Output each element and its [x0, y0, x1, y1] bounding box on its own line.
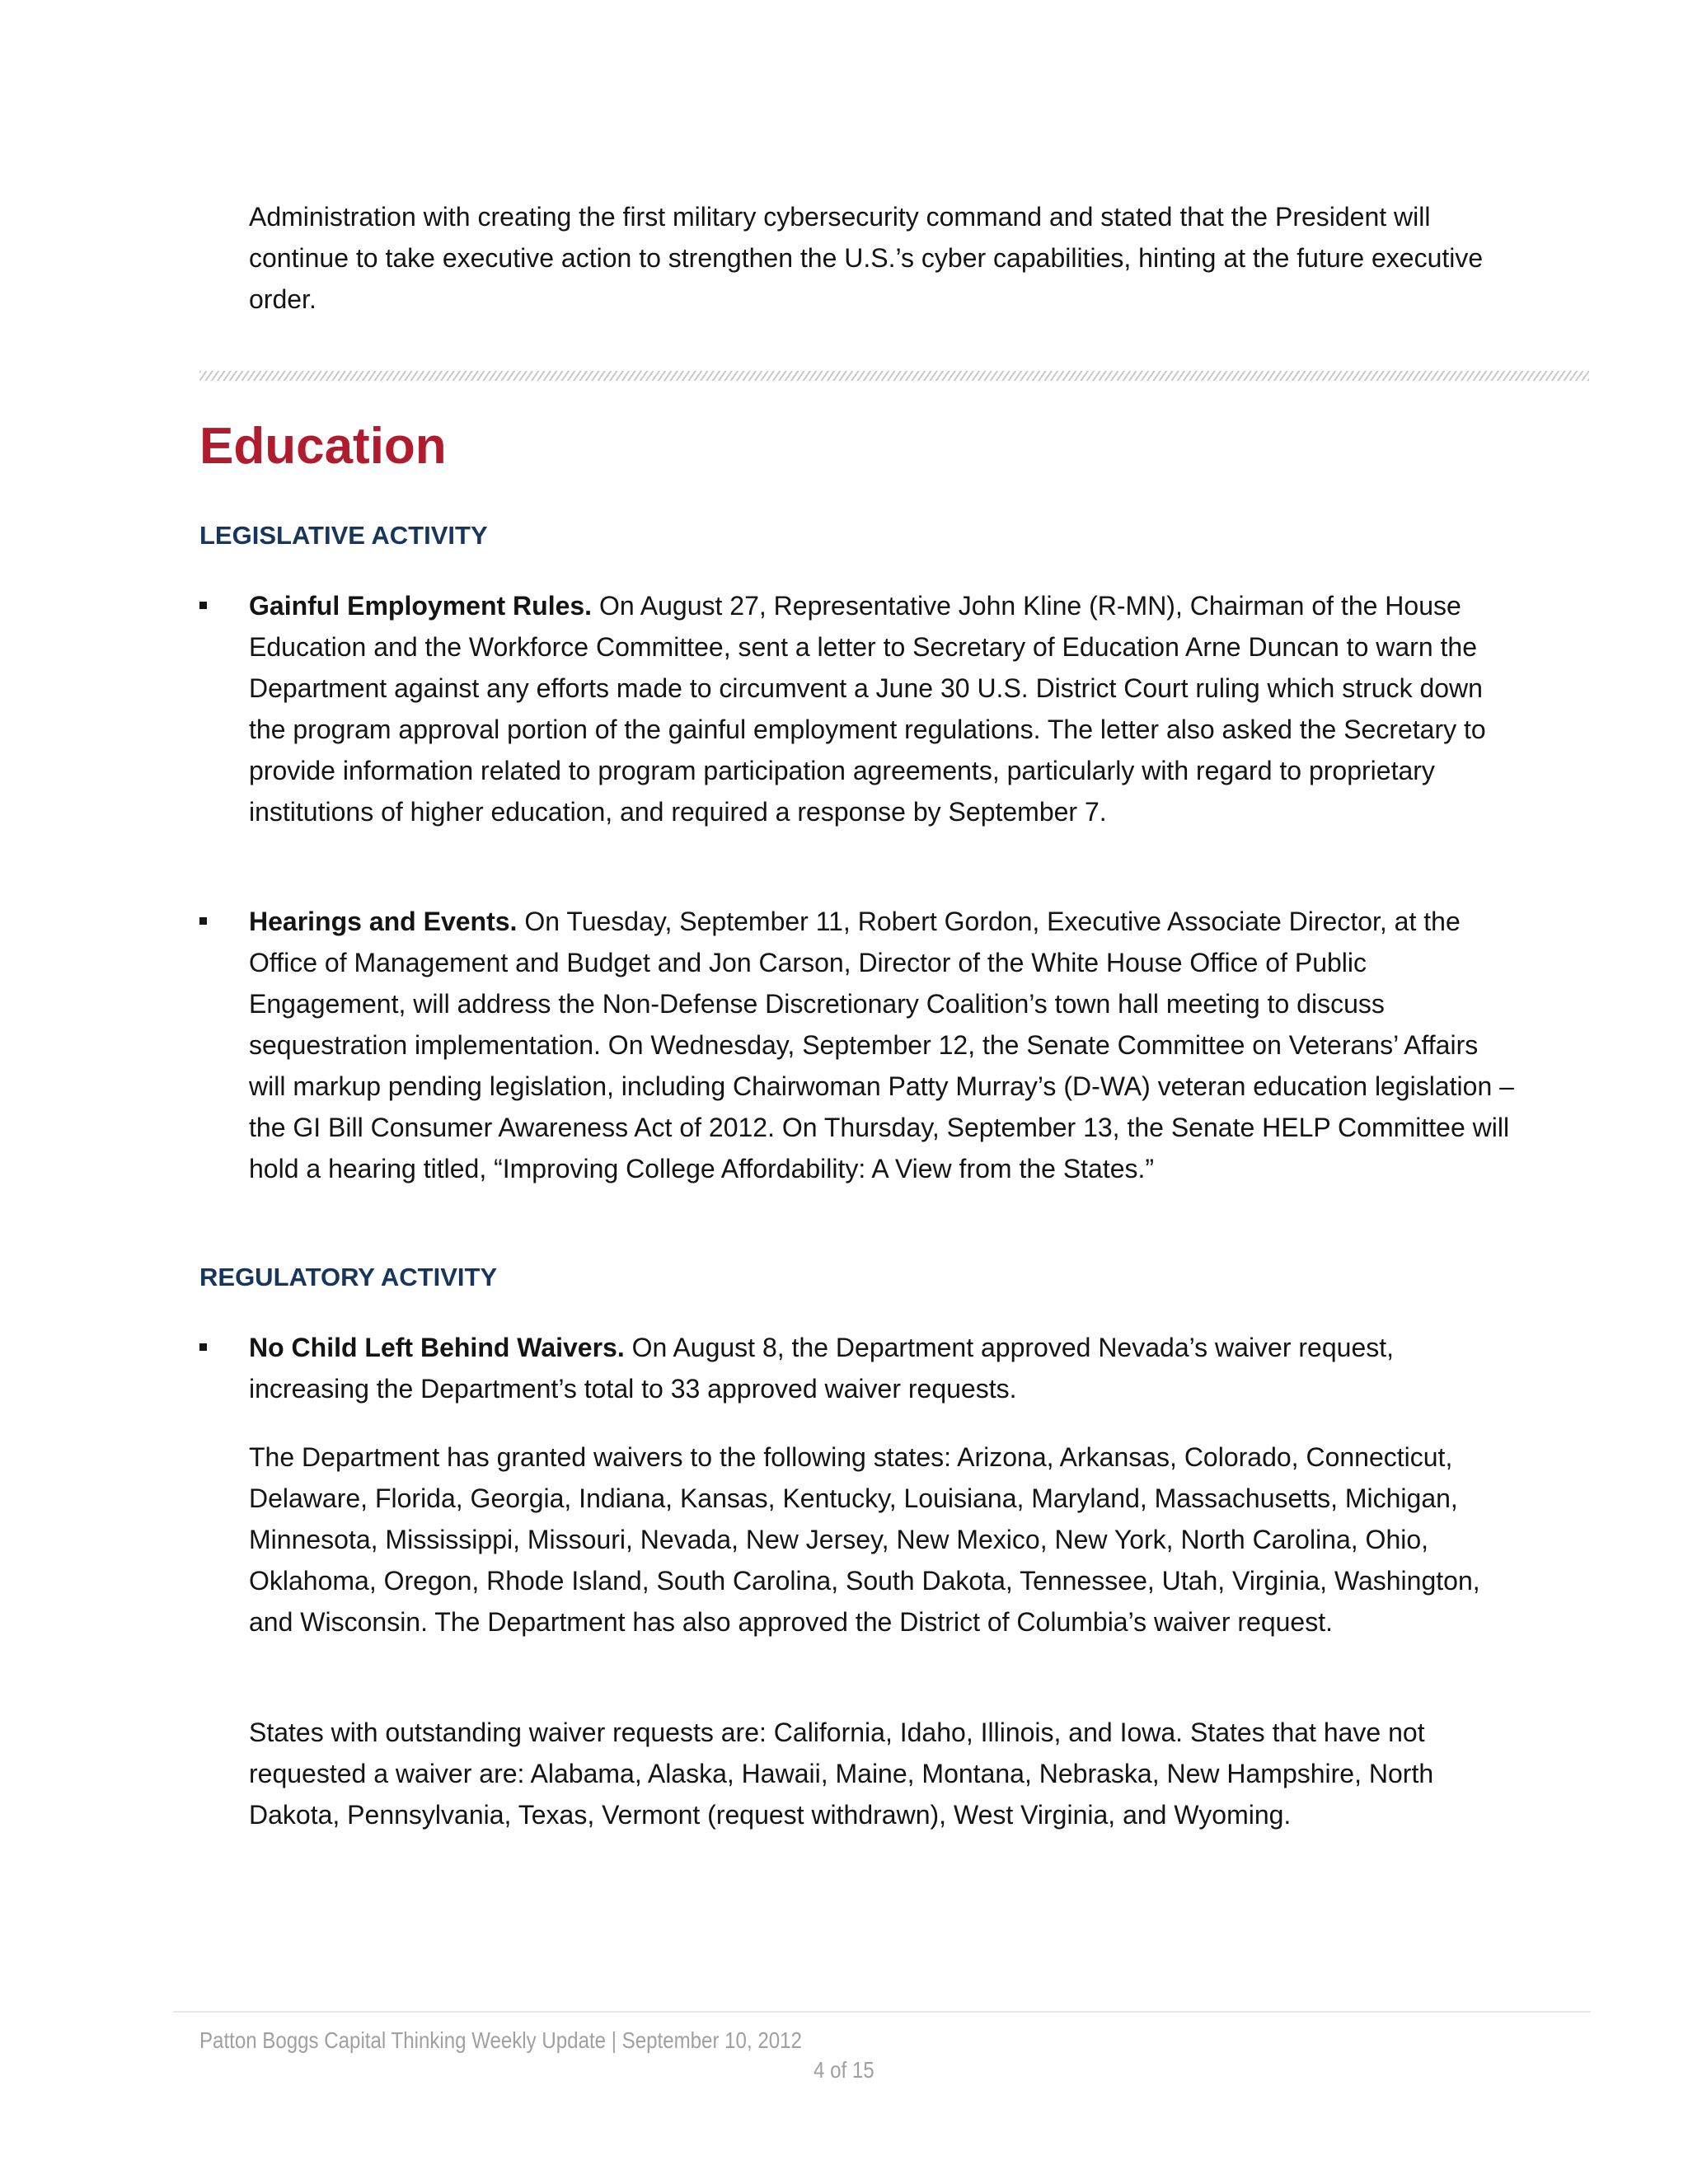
section-title: Education [199, 418, 447, 475]
page-number-text: 4 of 15 [814, 2057, 874, 2083]
footer-divider [173, 2011, 1591, 2013]
gainful-employment-item [249, 585, 1518, 832]
legislative-activity-heading: LEGISLATIVE ACTIVITY [199, 521, 488, 550]
item-text: On August 27, Representative John Kline (R-MN), Chairman of the House Education and the Workforce Committee, sent a letter to Secretary of Education Arne Duncan to warn the Department against any efforts made to circumvent a June 30 U.S. District Court ruling which struck down the program approval portion of the gainful employment regulations. The letter also asked the Secretary to provide information related to program participation agreements, particularly with regard to proprietary institutions of higher education, and required a response by September 7. [249, 591, 1486, 827]
regulatory-activity-heading: REGULATORY ACTIVITY [199, 1263, 498, 1291]
item-text: On Tuesday, September 11, Robert Gordon, Executive Associate Director, at the Office of Management and Budget and Jon Carson, Director of the White House Office of Public Engagement, will address the Non-Defense Discretionary Coalition’s town hall meeting to discuss sequestration implementation. On Wednesday, September 12, the Senate Committee on Veterans’ Affairs will markup pending legislation, including Chairwoman Patty Murray’s (D-WA) veteran education legislation – the GI Bill Consumer Awareness Act of 2012. On Thursday, September 13, the Senate HELP Committee will hold a hearing titled, “Improving College Affordability: A View from the States.” [249, 907, 1514, 1183]
footer-publication: Patton Boggs Capital Thinking Weekly Update | September 10, 2012 [199, 2027, 802, 2053]
item-lead: No Child Left Behind Waivers. [249, 1333, 625, 1362]
outstanding-waivers-paragraph: States with outstanding waiver requests are: California, Idaho, Illinois, and Iowa. States that have not requested a waiver are: Alabama, Alaska, Hawaii, Maine, Montana, Nebraska, New Hampshire, North Dakota, Pennsylvania, Texas, Vermont (request withdrawn), West Virginia, and Wyoming. [249, 1718, 1434, 1830]
item-lead: Gainful Employment Rules. [249, 591, 593, 621]
intro-paragraph: Administration with creating the first military cybersecurity command and stated that the President will continue to take executive action to strengthen the U.S.’s cyber capabilities, hinting at the future executive order. [249, 202, 1484, 314]
nclb-waivers-item [249, 1327, 1518, 1409]
section-divider [199, 371, 1589, 381]
item-text: On August 8, the Department approved Nevada’s waiver request, increasing the Department’s total to 33 approved waiver requests. [249, 1333, 1395, 1404]
granted-waivers-paragraph: The Department has granted waivers to the following states: Arizona, Arkansas, Colorado, Connecticut, Delaware, Florida, Georgia, Indiana, Kansas, Kentucky, Louisiana, Maryland, Massachusetts, Michigan, Minnesota, Mississippi, Missouri, Nevada, New Jersey, New Mexico, New York, North Carolina, Ohio, Oklahoma, Oregon, Rhode Island, South Carolina, South Dakota, Tennessee, Utah, Virginia, Washington, and Wisconsin. The Department has also approved the District of Columbia’s waiver request. [249, 1442, 1480, 1637]
hearings-events-item [249, 901, 1518, 1189]
item-lead: Hearings and Events. [249, 907, 518, 936]
square-bullet-icon [199, 602, 207, 609]
page-number [0, 2055, 1688, 2085]
square-bullet-icon [199, 1343, 207, 1351]
square-bullet-icon [199, 917, 207, 925]
